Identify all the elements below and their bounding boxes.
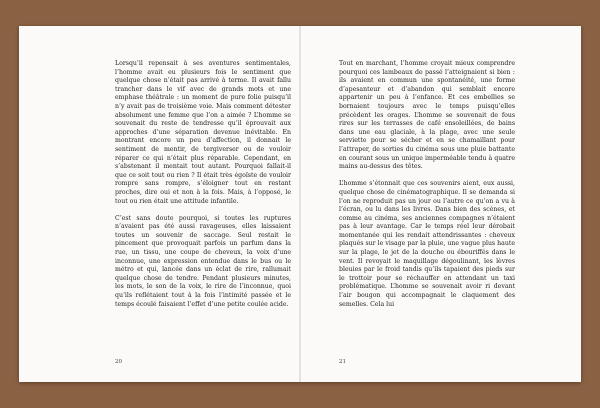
- left-page: [19, 26, 300, 382]
- right-text-block: [339, 60, 515, 309]
- right-page: [300, 26, 581, 382]
- book-spread: [19, 26, 581, 382]
- paragraph: Lorsqu’il repensait à ses aventures sentimentales, l’homme avait eu plusieurs fois le sentiment que quelque chose n’était pas arrivé à terme. Il avait fallu trancher dans le vif avec de grands mots et une emphase théâtrale : un moment de pure folie puisqu’il n’y avait pas de troisième voie. Mais comment détester absolument une femme que l’on a aimée ? L’homme se souvenait du reste de tendresse qu’il éprouvait aux approches d’une séparation devenue inévitable. En montrant encore un peu d’affection, il donnait le sentiment de mentir, de tergiverser ou de vouloir réparer ce qui n’était plus réparable. Cependant, en s’abstenant il mentait tout autant. Pourquoi fallait-il que ce soit tout ou rien ? Il était très égoïste de vouloir rompre sans rompre, s’éloigner tout en restant proches, dire oui et non à la fois. Mais, à l’opposé, le tout ou rien était une attitude infantile.: [115, 60, 291, 205]
- page-number: 20: [115, 359, 122, 365]
- page-number: 21: [339, 359, 346, 365]
- paragraph: C’est sans doute pourquoi, si toutes les ruptures n’avaient pas été aussi ravageuses, elles laissaient toutes un souvenir de saccage. Seul restait le pincement que provoquait parfois un parfum dans la rue, un tissu, une coupe de cheveux, la voix d’une inconnue, une expression entendue dans le bus ou le métro et qui, lancée dans un éclat de rire, rallumait quelque chose de tendre. Pendant plusieurs minutes, les mots, le son de la voix, le rire de l’inconnue, quoi qu’ils reflétaient tout à la fois l’intimité passée et le temps écoulé faisaient l’effet d’une petite coulée acide.: [115, 214, 291, 308]
- paragraph: L’homme s’étonnait que ces souvenirs aient, eux aussi, quelque chose de cinématographique. Il se demanda si l’on ne reproduit pas un jour ou l’autre ce qu’on a vu à l’écran, ou lu dans les livres. Dans bien des scènes, et comme au cinéma, ses anciennes compagnes n’étaient pas à leur avantage. Car le temps réel leur dérobait momentanée qui les rendait attendrissantes : cheveux plaqués sur le visage par la pluie, une vague plus haute sur la plage, le jet de la douche ou ébouriffés dans le vent. Il revoyait le maquillage dégoulinant, les lèvres bleuies par le froid tandis qu’ils tapaient des pieds sur le trottoir pour se réchauffer en attendant un taxi problématique. L’homme se souvenait avoir ri devant l’air bougon qui accompagnait le claquement des semelles. Cela lui: [339, 180, 515, 308]
- paragraph: Tout en marchant, l’homme croyait mieux comprendre pourquoi ces lambeaux de passé l’atteignaient si bien : ils avaient en commun une spontanéité, une forme d’apesanteur et d’abandon qui semblait encore appartenir un peu à l’enfance. Et ces embellies se bornaient toujours avec le temps puisqu’elles précèdent les orages. L’homme se souvenait de fous rires sur les terrasses de café ensoleillées, de bains dans une eau glaciale, à la plage, avec une seule serviette pour se sécher et en se chamaillant pour l’attraper, de sorties du cinéma sous une pluie battante en courant sous un unique imperméable tendu à quatre mains au-dessus des têtes.: [339, 60, 515, 171]
- left-text-block: [115, 60, 291, 309]
